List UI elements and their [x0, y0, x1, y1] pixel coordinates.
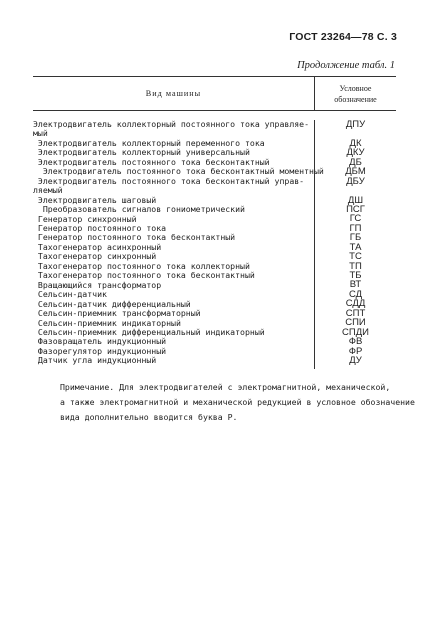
table-row-code: ДКУ — [346, 147, 365, 159]
table-row-name: Электродвигатель постоянного тока бесконтактный управ- — [33, 175, 305, 186]
table-row-code: СД — [348, 288, 363, 300]
table-row-name: Фазовращатель индукционный — [33, 336, 167, 347]
table-row-code: СДД — [345, 298, 366, 310]
table-row-name: Тахогенератор постоянного тока бесконтактный — [33, 270, 255, 281]
table-row-name: Электродвигатель шаговый — [33, 194, 157, 205]
table-row-code: СПИ — [345, 317, 366, 329]
machine-type-column — [33, 119, 324, 369]
table-row-code: ФВ — [348, 336, 363, 348]
table-row-code: ТА — [349, 241, 362, 253]
table-row-name: Тахогенератор синхронный — [33, 251, 157, 262]
table-row-code: ФР — [348, 345, 363, 357]
note-line-3: вида дополнительно вводится буква Р. — [60, 412, 238, 422]
table-row-code: ТС — [349, 251, 362, 263]
table-row-code: ТБ — [349, 270, 362, 281]
table-row-code: ГС — [349, 213, 362, 225]
table-row-code: ДПУ — [345, 119, 366, 130]
table-row-name: Сельсин-датчик дифференциальный — [33, 298, 191, 309]
table-row-name: Преобразователь сигналов гониометрический — [33, 204, 245, 215]
table-row-code: ДК — [349, 137, 362, 149]
table-row-name: Электродвигатель коллекторный постоянного тока управляе- — [33, 119, 310, 129]
column-header-code-line1: Условное — [339, 83, 372, 93]
table-row-name: Сельсин-приемник дифференциальный индикаторный — [33, 326, 265, 337]
table-continuation-label: Продолжение табл. 1 — [297, 60, 395, 71]
table-row-name: Сельсин-датчик — [33, 289, 107, 300]
table-row-code: ДБМ — [345, 166, 366, 178]
table-row-name: Фазорегулятор индукционный — [33, 345, 167, 356]
table-row-name: мый — [33, 128, 48, 139]
table-row-code: СПДИ — [342, 326, 369, 338]
table-row-name: Сельсин-приемник индикаторный — [33, 317, 181, 328]
code-column — [314, 120, 396, 369]
table-header — [33, 77, 396, 111]
table-row-code: ДБУ — [346, 175, 365, 187]
table-row-name: Тахогенератор асинхронный — [33, 241, 162, 252]
table-row-name: Вращающийся трансформатор — [33, 279, 162, 290]
table-row-code: ДУ — [349, 354, 362, 366]
column-header-code — [314, 77, 396, 110]
table-row-name: ляемый — [33, 185, 63, 196]
table-row-name: Генератор синхронный — [33, 213, 137, 224]
column-header-code-line2: обозначение — [334, 94, 377, 104]
table-row-code: ТП — [349, 260, 362, 272]
page-header: ГОСТ 23264—78 С. 3 — [289, 31, 397, 43]
table-row-code: ВТ — [349, 279, 362, 291]
table-row-name: Сельсин-приемник трансформаторный — [33, 308, 201, 319]
table-row-name: Электродвигатель коллекторный универсальный — [33, 147, 250, 158]
column-header-machine-type: Вид машины — [145, 89, 202, 98]
machine-types-table — [33, 76, 396, 369]
table-row-code: СПТ — [345, 307, 366, 319]
table-body — [33, 111, 396, 369]
table-note — [60, 380, 415, 425]
table-row-name: Тахогенератор постоянного тока коллекторный — [33, 260, 250, 271]
table-row-code: ДШ — [347, 194, 364, 206]
table-row-name: Генератор постоянного тока бесконтактный — [33, 232, 236, 243]
table-row-code: ГБ — [349, 232, 362, 244]
table-row-name: Электродвигатель коллекторный переменного тока — [33, 137, 265, 148]
table-row-name: Электродвигатель постоянного тока бесконтактный моментный — [33, 166, 324, 177]
table-row-name: Генератор постоянного тока — [33, 222, 167, 233]
note-line-1: Примечание. Для электродвигателей с электромагнитной, механической, — [60, 382, 391, 392]
table-row-code: ДБ — [349, 156, 362, 168]
table-row-code: ГП — [349, 222, 362, 234]
note-line-2: а также электромагнитной и механической редукцией в условное обозначение — [60, 397, 415, 407]
table-row-code: ПСГ — [346, 203, 365, 215]
table-row-name: Электродвигатель постоянного тока бесконтактный — [33, 156, 270, 167]
table-row-name: Датчик угла индукционный — [33, 355, 157, 366]
